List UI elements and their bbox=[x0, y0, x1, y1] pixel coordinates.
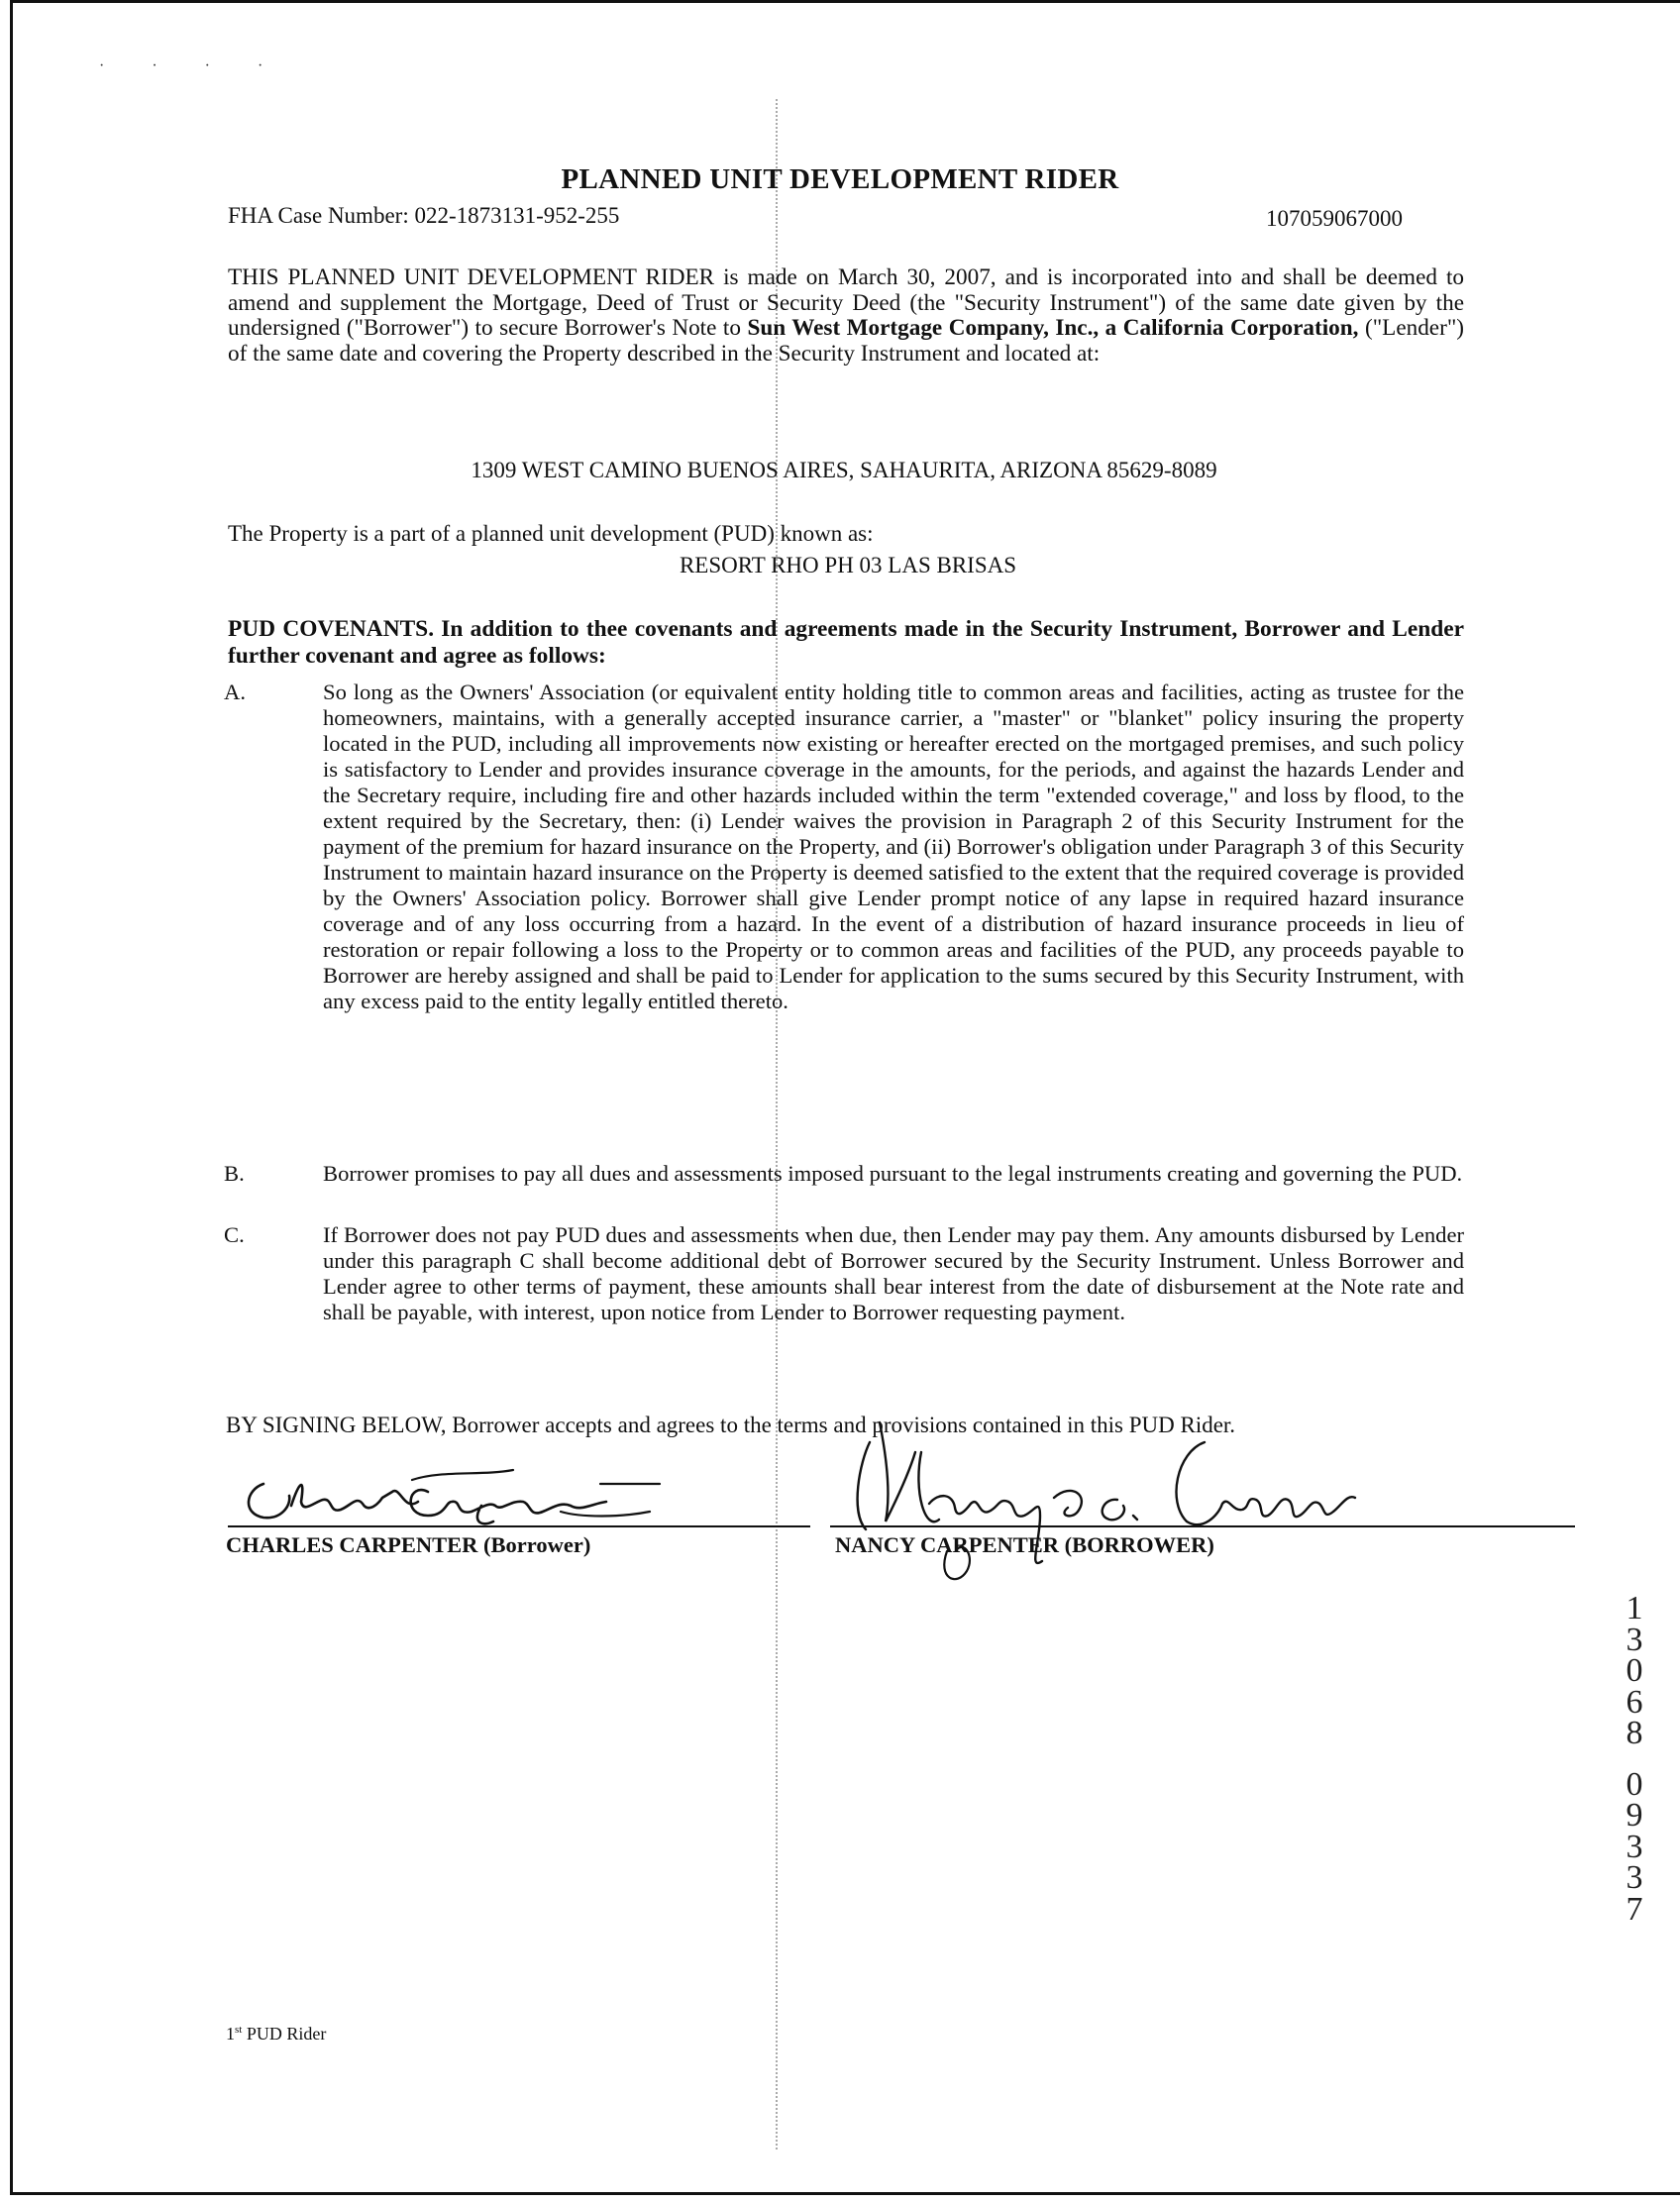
covenants-heading: PUD COVENANTS. In addition to thee covenants and agreements made in the Security Instrument, Borrower and Lender further covenant and agree as follows: bbox=[228, 616, 1464, 669]
scan-specks: · · · · bbox=[99, 57, 285, 74]
stamp-digit: 3 bbox=[1626, 1859, 1643, 1896]
handwritten-signature-nancy bbox=[830, 1413, 1365, 1591]
fha-case-number: FHA Case Number: 022-1873131-952-255 bbox=[228, 203, 620, 228]
recording-stamp-number bbox=[1617, 1590, 1652, 1928]
stamp-digit: 0 bbox=[1626, 1652, 1643, 1689]
pud-intro: The Property is a part of a planned unit development (PUD) known as: bbox=[228, 521, 874, 546]
fold-mark bbox=[776, 99, 778, 2150]
covenant-letter: C. bbox=[224, 1222, 245, 1247]
signing-statement: BY SIGNING BELOW, Borrower accepts and agrees to the terms and provisions contained in this PUD Rider. bbox=[226, 1413, 1236, 1437]
covenant-item bbox=[224, 1222, 1464, 1325]
loan-number: 107059067000 bbox=[1266, 206, 1403, 231]
scan-border-left bbox=[10, 0, 13, 2195]
stamp-digit: 9 bbox=[1626, 1797, 1643, 1834]
covenant-item bbox=[224, 680, 1464, 1014]
signature-line bbox=[830, 1525, 1575, 1527]
intro-text-1: THIS PLANNED UNIT DEVELOPMENT RIDER is made on March 30, 2007, and is incorporated into and shall be deemed to amend and supplement the Mortgage, Deed of Trust or Security Deed (the "Security Instrument") of the same date given by the undersigned ("Borrower") to secure Borrower's Note to bbox=[228, 264, 1464, 342]
stamp-digit: 7 bbox=[1626, 1890, 1643, 1928]
footer-suffix: st bbox=[235, 2024, 243, 2036]
borrower-name: CHARLES CARPENTER (Borrower) bbox=[226, 1532, 591, 1557]
covenant-text: If Borrower does not pay PUD dues and assessments when due, then Lender may pay them. Any amounts disbursed by Lender under this paragraph C shall become additional debt of Borrower secured by the Security Instrument. Unless Borrower and Lender agree to other terms of payment, these amounts shall bear interest from the date of disbursement at the Note rate and shall be payable, with interest, upon notice from Lender to Borrower requesting payment. bbox=[323, 1222, 1464, 1324]
scan-border-bottom bbox=[10, 2192, 1680, 2195]
document-title: PLANNED UNIT DEVELOPMENT RIDER bbox=[561, 163, 1119, 195]
stamp-digit: 1 bbox=[1626, 1590, 1643, 1626]
covenant-letter: A. bbox=[224, 680, 246, 704]
covenant-text: Borrower promises to pay all dues and assessments imposed pursuant to the legal instruments creating and governing the PUD. bbox=[323, 1161, 1463, 1186]
covenant-text: So long as the Owners' Association (or equivalent entity holding title to common areas and facilities, acting as trustee for the homeowners, maintains, with a generally accepted insurance carrier, a "master" or "blanket" policy insuring the property located in the PUD, including all improvements now existing or hereafter erected on the mortgaged premises, and such policy is satisfactory to Lender and provides insurance coverage in the amounts, for the periods, and against the hazards Lender and the Secretary require, including fire and other hazards included within the term "extended coverage," and loss by flood, to the extent required by the Secretary, then: (i) Lender waives the provision in Paragraph 2 of this Security Instrument for the payment of the premium for hazard insurance on the Property, and (ii) Borrower's obligation under Paragraph 3 of this Security Instrument to maintain hazard insurance on the Property is deemed satisfied to the extent that the required coverage is provided by the Owners' Association policy. Borrower shall give Lender prompt notice of any lapse in required hazard insurance coverage and of any loss occurring from a hazard. In the event of a distribution of hazard insurance proceeds in lieu of restoration or repair following a loss to the Property or to common areas and facilities of the PUD, any proceeds payable to Borrower are hereby assigned and shall be paid to Lender for application to the sums secured by this Security Instrument, with any excess paid to the entity legally entitled thereto. bbox=[323, 680, 1464, 1013]
scan-border-top bbox=[10, 0, 1680, 3]
lender-name: Sun West Mortgage Company, Inc., a California Corporation, bbox=[747, 315, 1359, 342]
stamp-digit: 3 bbox=[1626, 1621, 1643, 1658]
intro-text-2: ("Lender") of the same date and covering the Property described in the Security Instrument and located at: bbox=[228, 315, 1465, 367]
covenant-item bbox=[224, 1161, 1464, 1187]
property-address: 1309 WEST CAMINO BUENOS AIRES, SAHAURITA, ARIZONA 85629-8089 bbox=[471, 458, 1217, 482]
footer-ordinal: 1 bbox=[226, 2024, 235, 2044]
stamp-digit: 3 bbox=[1626, 1828, 1643, 1865]
stamp-digit: 6 bbox=[1626, 1683, 1643, 1721]
stamp-digit: 8 bbox=[1626, 1715, 1643, 1751]
borrower-name: NANCY CARPENTER (BORROWER) bbox=[835, 1532, 1214, 1557]
pud-name: RESORT RHO PH 03 LAS BRISAS bbox=[679, 553, 1017, 577]
page-footer bbox=[226, 2024, 326, 2045]
footer-label: PUD Rider bbox=[242, 2024, 327, 2044]
stamp-digit: 0 bbox=[1626, 1765, 1643, 1803]
covenant-letter: B. bbox=[224, 1161, 245, 1186]
intro-paragraph bbox=[228, 265, 1464, 367]
signature-line bbox=[228, 1525, 810, 1527]
handwritten-signature-charles bbox=[234, 1462, 670, 1531]
